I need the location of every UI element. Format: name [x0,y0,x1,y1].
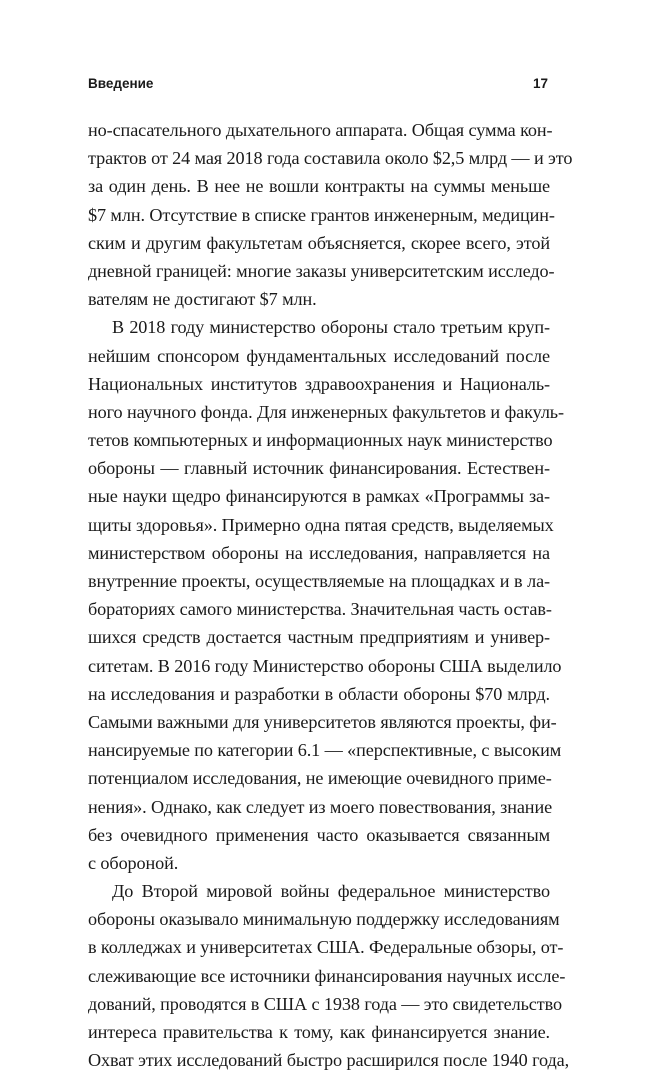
text-line: с обороной. [88,852,179,873]
page-number: 17 [532,76,548,91]
text-line: Охват этих исследований быстро расширился после 1940 года, [88,1050,570,1071]
text-line: потенциалом исследования, не имеющие очевидного приме- [88,768,552,789]
text-line: нения». Однако, как следует из моего повествования, знание [88,796,553,817]
text-line: ного научного фонда. Для инженерных факультетов и факуль- [88,401,564,422]
text-line: министерством обороны на исследования, направляется на [88,542,550,563]
text-line: Самыми важными для университетов являются проекты, фи- [88,711,557,732]
text-line: ные науки щедро финансируются в рамках «Программы за- [88,486,550,507]
text-line: в колледжах и университетах США. Федеральные обзоры, от- [88,937,564,958]
text-line: трактов от 24 мая 2018 года составила около $2,5 млрд — и это [88,148,573,169]
text-line: обороны — главный источник финансирования. Естествен- [88,458,550,479]
text-line: внутренние проекты, осуществляемые на площадках и в ла- [88,571,550,591]
text-line: интереса правительства к тому, как финансируется знание. [88,1022,550,1042]
text-line: шихся средств достается частным предприятиям и универ- [88,627,550,648]
text-line: без очевидного применения часто оказывается связанным [88,824,550,845]
text-line: бораториях самого министерства. Значительная часть остав- [88,599,552,620]
text-line: нейшим спонсором фундаментальных исследований после [88,345,550,366]
section-title: Введение [88,76,154,91]
text-line: вателям не достигают $7 млн. [88,289,317,310]
text-line: ским и другим факультетам объясняется, скорее всего, этой [88,232,550,253]
text-line: дований, проводятся в США с 1938 года — это свидетельство [88,993,562,1014]
text-line: за один день. В нее не вошли контракты на суммы меньше [88,176,550,197]
paragraph [88,313,564,877]
text-line: обороны оказывало минимальную поддержку исследованиям [88,909,560,930]
paragraph [88,116,573,313]
text-line: нансируемые по категории 6.1 — «перспективные, с высоким [88,740,562,761]
text-line: $7 млн. Отсутствие в списке грантов инженерным, медицин- [88,204,555,225]
text-line: До Второй мировой войны федеральное министерство [112,881,550,902]
running-head [88,76,548,96]
text-line: дневной границей: многие заказы университетским исследо- [88,260,555,281]
text-line: ситетам. В 2016 году Министерство обороны США выделило [88,655,562,676]
text-line: щиты здоровья». Примерно одна пятая средств, выделяемых [88,514,554,535]
text-line: Национальных институтов здравоохранения и Националь- [88,373,550,394]
body-text [88,116,573,1074]
paragraph [88,877,570,1074]
text-line: на исследования и разработки в области обороны $70 млрд. [88,683,550,704]
text-line: тетов компьютерных и информационных наук министерство [88,430,553,451]
text-line: В 2018 году министерство обороны стало третьим круп- [112,317,550,338]
text-line: но-спасательного дыхательного аппарата. Общая сумма кон- [88,120,553,140]
text-line: слеживающие все источники финансирования научных иссле- [88,965,566,986]
